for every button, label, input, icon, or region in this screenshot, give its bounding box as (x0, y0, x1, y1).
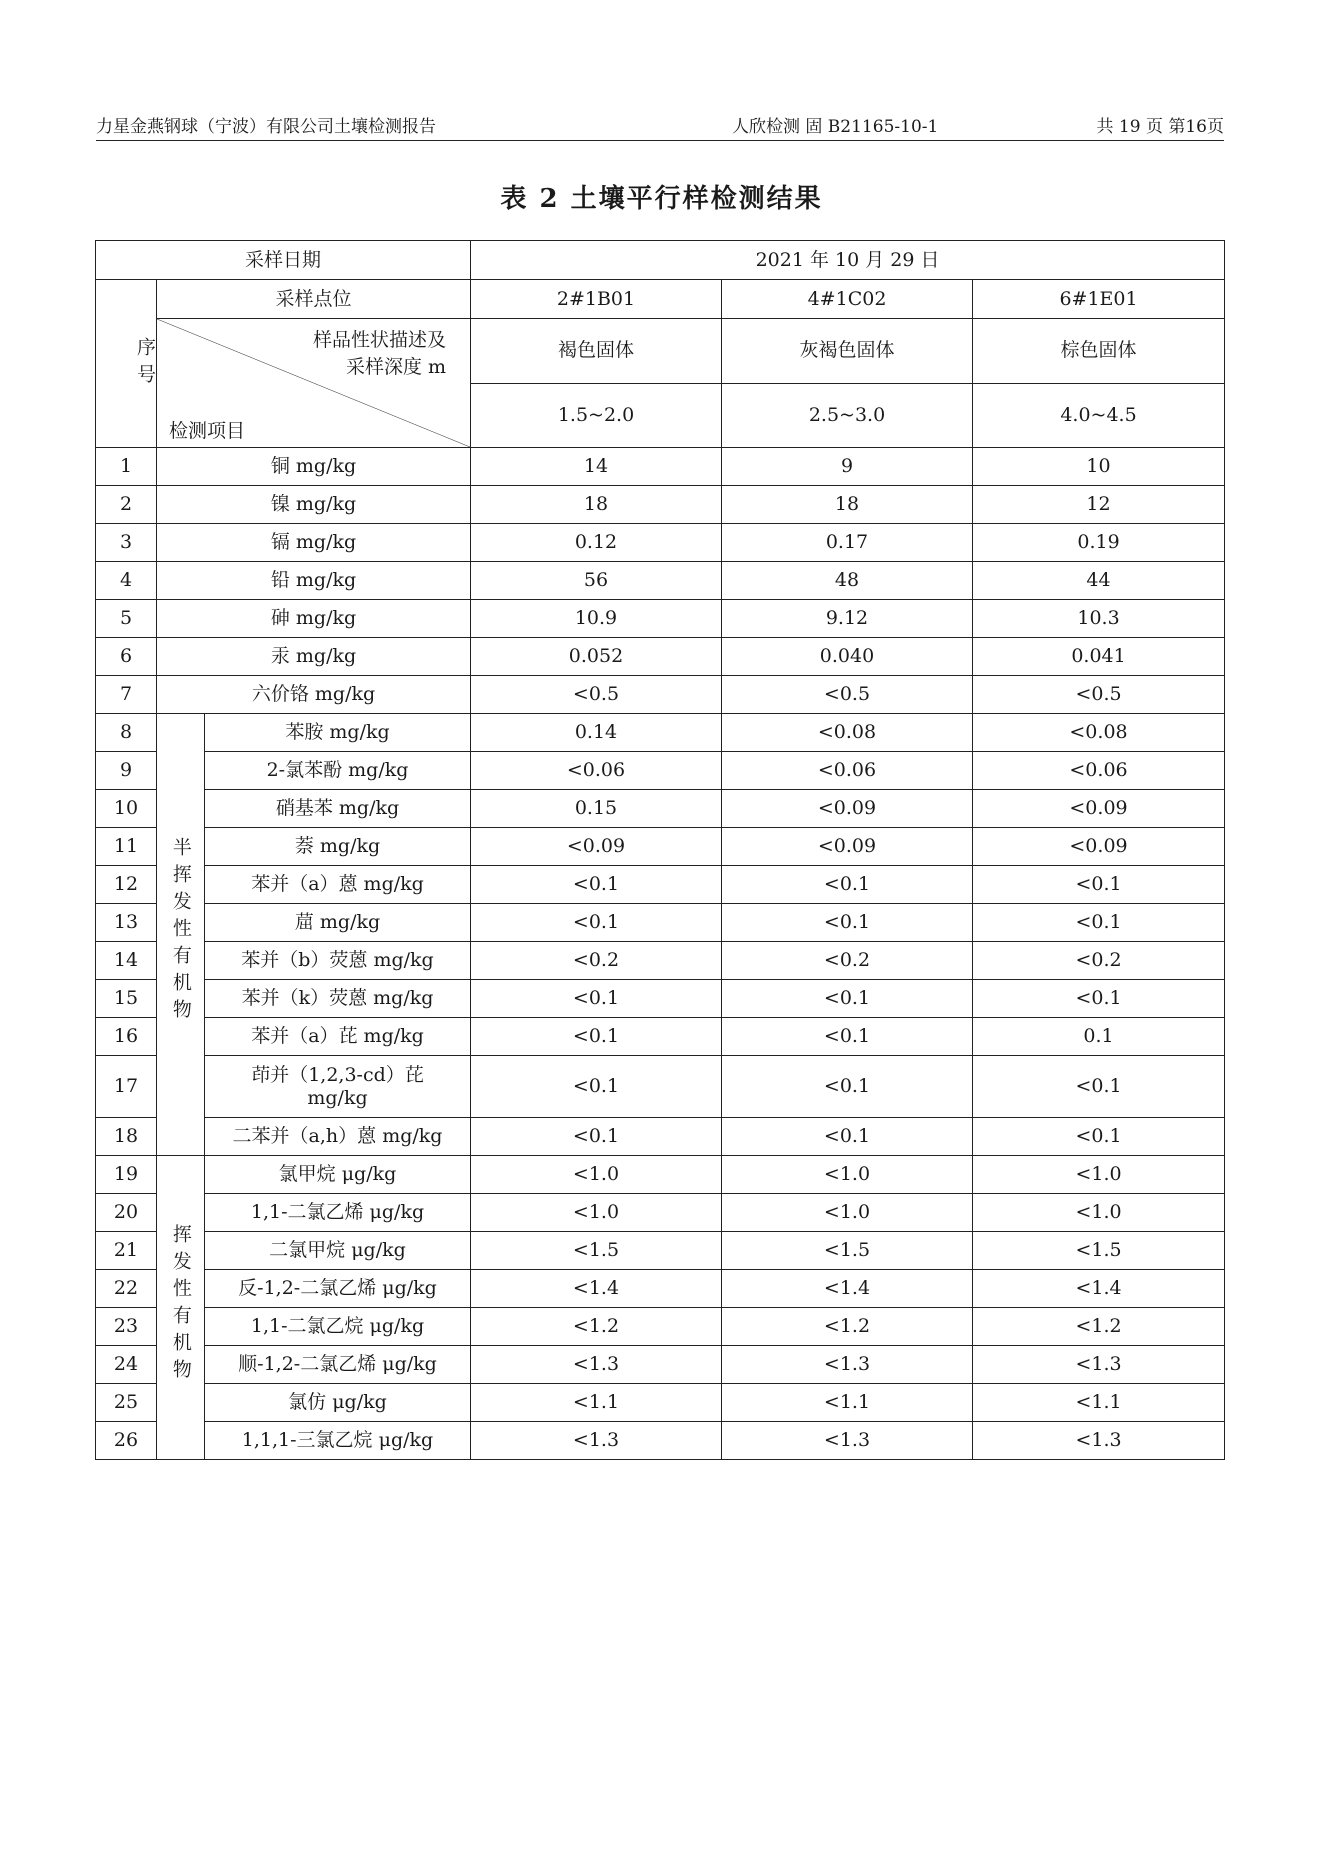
result-value: <0.08 (722, 714, 973, 752)
result-value: <0.1 (973, 1118, 1225, 1156)
row-number: 7 (96, 676, 157, 714)
result-value: <0.1 (722, 904, 973, 942)
result-value: <0.09 (722, 828, 973, 866)
result-value: <1.0 (722, 1194, 973, 1232)
result-value: <0.2 (471, 942, 722, 980)
result-value: 48 (722, 562, 973, 600)
item-name: 铅 mg/kg (157, 562, 471, 600)
table-row (96, 638, 1225, 676)
result-value: 18 (722, 486, 973, 524)
result-value: <0.1 (722, 866, 973, 904)
table-row (96, 752, 1225, 790)
result-value: 44 (973, 562, 1225, 600)
row-number: 24 (96, 1346, 157, 1384)
result-value: 0.040 (722, 638, 973, 676)
result-value: <0.1 (722, 1118, 973, 1156)
item-name: 苯并（b）荧蒽 mg/kg (205, 942, 471, 980)
result-value: <1.0 (722, 1156, 973, 1194)
result-value: <0.06 (973, 752, 1225, 790)
result-value: 0.17 (722, 524, 973, 562)
result-value: 10 (973, 448, 1225, 486)
result-value: <1.5 (471, 1232, 722, 1270)
sample-desc: 棕色固体 (973, 319, 1225, 384)
sample-depth: 2.5~3.0 (722, 383, 973, 448)
sample-depth: 4.0~4.5 (973, 383, 1225, 448)
row-number: 17 (96, 1056, 157, 1118)
result-value: <0.5 (973, 676, 1225, 714)
table-row (96, 1118, 1225, 1156)
result-value: <0.1 (471, 904, 722, 942)
result-value: <0.06 (471, 752, 722, 790)
item-name: 2-氯苯酚 mg/kg (205, 752, 471, 790)
row-number: 9 (96, 752, 157, 790)
result-value: 14 (471, 448, 722, 486)
result-value: <0.1 (471, 1118, 722, 1156)
result-value: <0.09 (973, 828, 1225, 866)
row-number: 20 (96, 1194, 157, 1232)
row-number: 12 (96, 866, 157, 904)
result-value: 9 (722, 448, 973, 486)
result-value: <1.2 (471, 1308, 722, 1346)
item-name: 氯仿 μg/kg (205, 1384, 471, 1422)
result-value: <1.5 (973, 1232, 1225, 1270)
row-number: 16 (96, 1018, 157, 1056)
row-number: 19 (96, 1156, 157, 1194)
result-value: <1.3 (471, 1422, 722, 1460)
row-number: 23 (96, 1308, 157, 1346)
result-value: 0.1 (973, 1018, 1225, 1056)
result-value: <1.2 (722, 1308, 973, 1346)
item-name: 砷 mg/kg (157, 600, 471, 638)
table-row (96, 828, 1225, 866)
item-name: 苯并（a）蒽 mg/kg (205, 866, 471, 904)
item-name: 汞 mg/kg (157, 638, 471, 676)
result-value: 0.12 (471, 524, 722, 562)
result-value: <0.09 (973, 790, 1225, 828)
item-name: 1,1-二氯乙烯 μg/kg (205, 1194, 471, 1232)
result-value: 0.052 (471, 638, 722, 676)
item-name: 苯并（k）荧蒽 mg/kg (205, 980, 471, 1018)
page-number: 共 19 页 第16页 (1096, 117, 1224, 137)
result-value: <0.2 (722, 942, 973, 980)
row-number: 6 (96, 638, 157, 676)
diagonal-header (157, 319, 471, 448)
row-number: 10 (96, 790, 157, 828)
result-value: <0.09 (722, 790, 973, 828)
item-name: 顺-1,2-二氯乙烯 μg/kg (205, 1346, 471, 1384)
table-row (96, 866, 1225, 904)
result-value: <1.5 (722, 1232, 973, 1270)
item-name: 萘 mg/kg (205, 828, 471, 866)
result-value: 56 (471, 562, 722, 600)
table-row (96, 600, 1225, 638)
item-name: 六价铬 mg/kg (157, 676, 471, 714)
result-value: <1.3 (722, 1422, 973, 1460)
result-value: 0.19 (973, 524, 1225, 562)
group-label: 半挥发性有机物 (169, 837, 192, 1027)
table-row (96, 1194, 1225, 1232)
table-row (96, 1422, 1225, 1460)
result-value: <0.2 (973, 942, 1225, 980)
item-name: 1,1,1-三氯乙烷 μg/kg (205, 1422, 471, 1460)
table-row (96, 1346, 1225, 1384)
result-value: <1.3 (973, 1422, 1225, 1460)
row-number: 1 (96, 448, 157, 486)
result-value: <1.3 (973, 1346, 1225, 1384)
table-row (96, 942, 1225, 980)
sample-depth: 1.5~2.0 (471, 383, 722, 448)
row-number: 14 (96, 942, 157, 980)
row-number: 26 (96, 1422, 157, 1460)
table-row (96, 1018, 1225, 1056)
item-name: 二氯甲烷 μg/kg (205, 1232, 471, 1270)
table-row (96, 562, 1225, 600)
desc-label-line1: 样品性状描述及 (312, 329, 446, 351)
result-value: <0.1 (471, 980, 722, 1018)
result-value: <0.1 (973, 866, 1225, 904)
item-name: 1,1-二氯乙烷 μg/kg (205, 1308, 471, 1346)
result-value: <1.4 (722, 1270, 973, 1308)
seq-label: 序号 (134, 336, 156, 391)
row-number: 13 (96, 904, 157, 942)
item-name: 苯胺 mg/kg (205, 714, 471, 752)
table-row (96, 904, 1225, 942)
table-row (96, 1384, 1225, 1422)
row-number: 11 (96, 828, 157, 866)
table-row (96, 524, 1225, 562)
result-value: 9.12 (722, 600, 973, 638)
item-name: 反-1,2-二氯乙烯 μg/kg (205, 1270, 471, 1308)
table-row (96, 1270, 1225, 1308)
result-value: <0.5 (471, 676, 722, 714)
sample-point: 4#1C02 (722, 280, 973, 319)
result-value: 0.15 (471, 790, 722, 828)
item-name: 茚并（1,2,3-cd）芘 mg/kg (205, 1056, 471, 1118)
table-row (96, 1232, 1225, 1270)
table-row (96, 448, 1225, 486)
result-value: <0.1 (722, 1018, 973, 1056)
result-value: <0.09 (471, 828, 722, 866)
result-value: <1.2 (973, 1308, 1225, 1346)
result-value: <0.5 (722, 676, 973, 714)
date-row (96, 241, 1225, 280)
group-semi-volatile (157, 714, 205, 1156)
table-row (96, 790, 1225, 828)
table-row (96, 1056, 1225, 1118)
result-value: 0.14 (471, 714, 722, 752)
result-value: <0.06 (722, 752, 973, 790)
result-value: <0.1 (471, 1018, 722, 1056)
result-value: <1.1 (973, 1384, 1225, 1422)
table-row (96, 1308, 1225, 1346)
point-row (96, 280, 1225, 319)
report-name: 力星金燕钢球（宁波）有限公司土壤检测报告 (96, 117, 436, 137)
group-volatile (157, 1156, 205, 1460)
table-row (96, 1156, 1225, 1194)
page-header (96, 110, 1224, 141)
sample-desc: 灰褐色固体 (722, 319, 973, 384)
item-name: 镍 mg/kg (157, 486, 471, 524)
row-number: 8 (96, 714, 157, 752)
result-value: 12 (973, 486, 1225, 524)
result-value: <1.1 (722, 1384, 973, 1422)
item-name: 二苯并（a,h）蒽 mg/kg (205, 1118, 471, 1156)
desc-row (96, 319, 1225, 384)
row-number: 22 (96, 1270, 157, 1308)
row-number: 15 (96, 980, 157, 1018)
result-value: <1.1 (471, 1384, 722, 1422)
item-name: 苯并（a）芘 mg/kg (205, 1018, 471, 1056)
result-value: <0.1 (471, 1056, 722, 1118)
result-value: <0.1 (973, 980, 1225, 1018)
result-value: <1.0 (973, 1194, 1225, 1232)
date-label: 采样日期 (96, 241, 471, 280)
result-value: 18 (471, 486, 722, 524)
result-value: <1.0 (973, 1156, 1225, 1194)
item-name: 䓛 mg/kg (205, 904, 471, 942)
group-label: 挥发性有机物 (169, 1223, 192, 1386)
table-row (96, 486, 1225, 524)
result-value: 10.3 (973, 600, 1225, 638)
result-value: <1.4 (471, 1270, 722, 1308)
report-number: 人欣检测 固 B21165-10-1 (732, 117, 939, 137)
result-value: 0.041 (973, 638, 1225, 676)
result-value: <1.3 (722, 1346, 973, 1384)
sample-desc: 褐色固体 (471, 319, 722, 384)
table-row (96, 676, 1225, 714)
row-number: 18 (96, 1118, 157, 1156)
sample-point: 2#1B01 (471, 280, 722, 319)
result-value: <0.1 (973, 1056, 1225, 1118)
result-value: <0.1 (471, 866, 722, 904)
table-row (96, 714, 1225, 752)
result-value: <1.0 (471, 1194, 722, 1232)
result-value: <1.3 (471, 1346, 722, 1384)
row-number: 21 (96, 1232, 157, 1270)
item-label: 检测项目 (169, 420, 246, 443)
result-value: <0.1 (722, 980, 973, 1018)
result-value: <1.4 (973, 1270, 1225, 1308)
row-number: 2 (96, 486, 157, 524)
item-name: 氯甲烷 μg/kg (205, 1156, 471, 1194)
table-row (96, 980, 1225, 1018)
desc-label (313, 327, 446, 380)
row-number: 3 (96, 524, 157, 562)
row-number: 5 (96, 600, 157, 638)
table-title: 表 2 土壤平行样检测结果 (500, 184, 823, 214)
item-name: 硝基苯 mg/kg (205, 790, 471, 828)
result-value: <1.0 (471, 1156, 722, 1194)
desc-label-line2: 采样深度 m (345, 355, 446, 378)
point-label: 采样点位 (157, 280, 471, 319)
row-number: 4 (96, 562, 157, 600)
result-value: <0.1 (973, 904, 1225, 942)
result-value: <0.08 (973, 714, 1225, 752)
item-name: 镉 mg/kg (157, 524, 471, 562)
results-table (95, 240, 1225, 1460)
item-name: 铜 mg/kg (157, 448, 471, 486)
result-value: <0.1 (722, 1056, 973, 1118)
seq-header (96, 280, 157, 448)
result-value: 10.9 (471, 600, 722, 638)
row-number: 25 (96, 1384, 157, 1422)
sample-point: 6#1E01 (973, 280, 1225, 319)
date-value: 2021 年 10 月 29 日 (471, 241, 1225, 280)
